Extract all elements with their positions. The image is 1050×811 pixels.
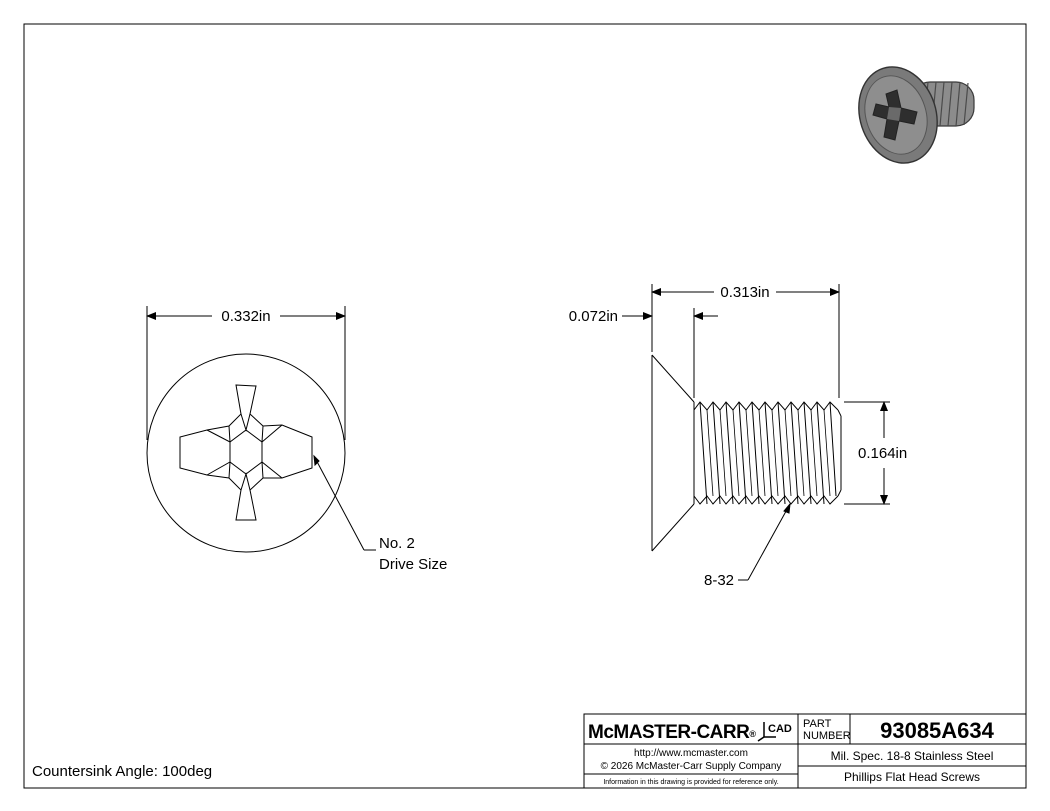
cad-mark: CAD [768, 723, 792, 735]
brand-logo: McMASTER-CARR® [588, 722, 756, 743]
screw-side-view [652, 355, 841, 551]
length-label: 0.313in [720, 284, 770, 301]
thread-callout: 8-32 [704, 572, 735, 589]
part-label-line1: PART [803, 718, 832, 730]
length-dimension [652, 284, 839, 398]
description-line1: Mil. Spec. 18-8 Stainless Steel [830, 749, 994, 763]
head-height-label: 0.072in [568, 308, 618, 325]
copyright-text: © 2026 McMaster-Carr Supply Company [600, 761, 782, 772]
part-number: 93085A634 [880, 718, 994, 743]
drive-size-leader [314, 456, 376, 550]
head-height-dimension [622, 308, 718, 398]
cad-logo [758, 722, 792, 741]
countersink-angle-note: Countersink Angle: 100deg [32, 763, 213, 780]
description-line2: Phillips Flat Head Screws [843, 770, 981, 784]
screw-3d-render [847, 57, 974, 174]
disclaimer-text: Information in this drawing is provided for reference only. [603, 779, 779, 786]
head-diameter-label: 0.332in [221, 308, 271, 325]
head-front-view [147, 354, 345, 552]
drive-size-callout-line1: No. 2 [379, 535, 415, 552]
thread-diameter-label: 0.164in [858, 445, 908, 462]
head-diameter-dimension [147, 306, 345, 440]
thread-callout-leader [738, 504, 790, 580]
website-url: http://www.mcmaster.com [634, 748, 748, 759]
part-label-line2: NUMBER [803, 730, 851, 742]
drive-size-callout-line2: Drive Size [379, 556, 448, 573]
